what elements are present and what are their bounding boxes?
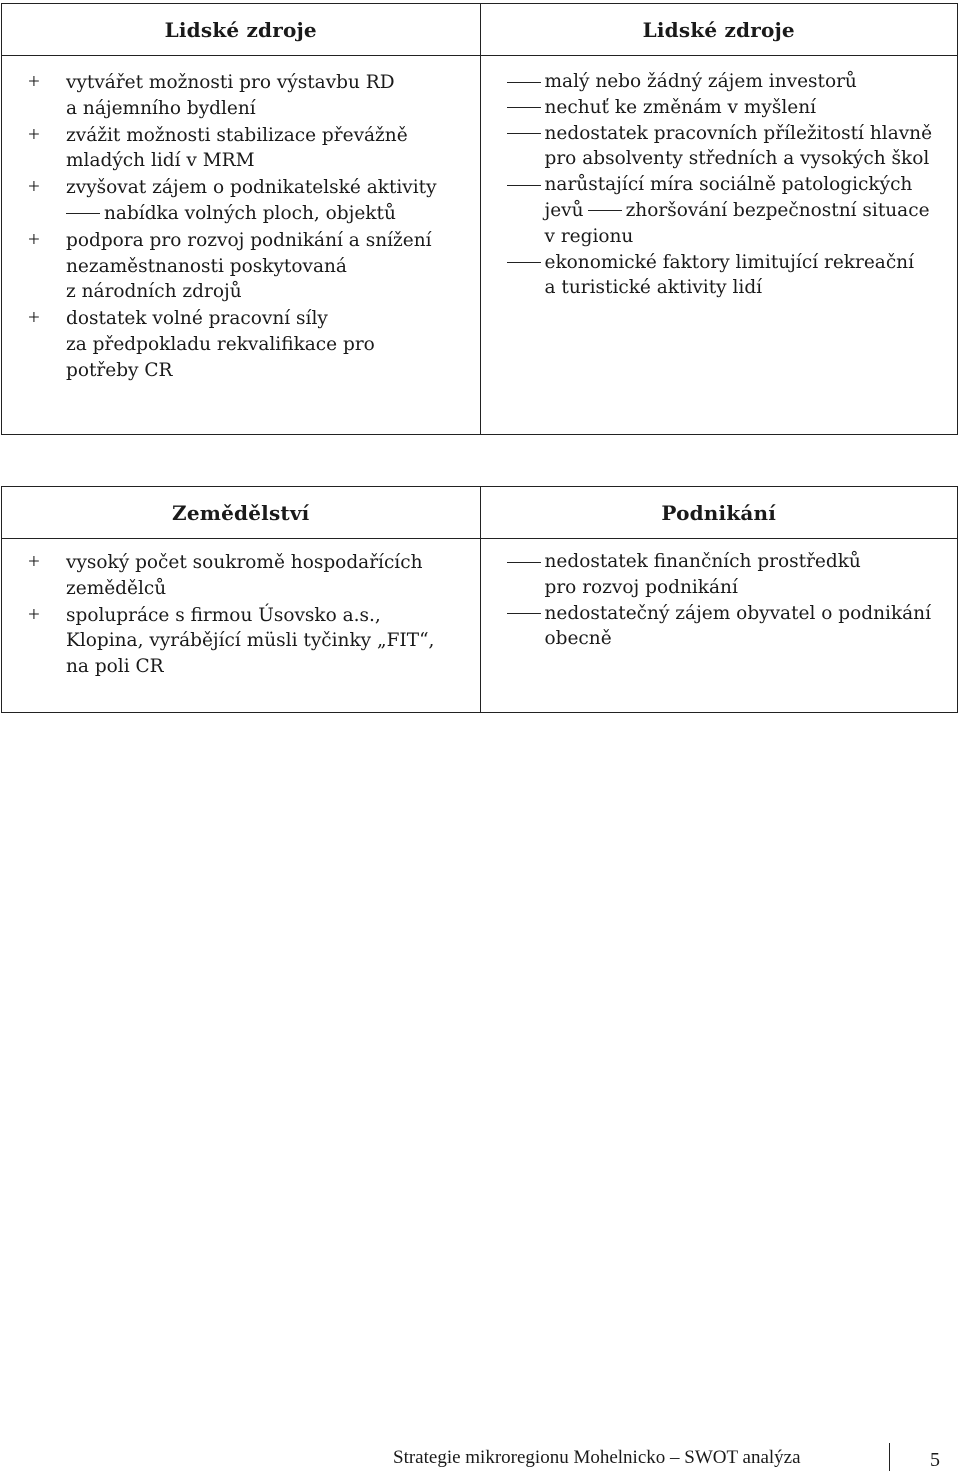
dash-icon: [507, 82, 541, 83]
dash-icon: [588, 210, 622, 211]
swot-table-agriculture-business: [1, 486, 958, 713]
swot-table-human-resources: [1, 3, 958, 435]
list-item: + podpora pro rozvoj podnikání a snížení nezaměstnanosti poskytovaná z národních zdrojů: [28, 226, 432, 303]
strengths-column: [2, 4, 480, 434]
list-item: nechuť ke změnám v myšlení: [507, 95, 950, 121]
dash-icon: [507, 262, 541, 263]
plus-icon: +: [28, 305, 40, 330]
page-number: 5: [930, 1449, 940, 1471]
list-item: ekonomické faktory limitující rekreační a turistické aktivity lidí: [507, 250, 950, 302]
list-item: + vysoký počet soukromě hospodařících zemědělců: [28, 549, 423, 599]
plus-icon: +: [28, 121, 40, 146]
list-item: + zvážit možnosti stabilizace převážně mladých lidí v MRM: [28, 121, 408, 172]
strengths-column: [2, 487, 480, 712]
dash-icon: [66, 213, 100, 214]
plus-icon: +: [28, 601, 40, 626]
weaknesses-column: [480, 4, 958, 434]
dash-icon: [507, 185, 541, 186]
weaknesses-column: [480, 487, 958, 712]
plus-icon: +: [28, 174, 40, 199]
list-item: nedostatek pracovních příležitostí hlavně pro absolventy středních a vysokých škol: [507, 121, 950, 173]
dash-icon: [507, 613, 541, 614]
list-item: nedostatečný zájem obyvatel o podnikání obecně: [507, 601, 950, 653]
list-item: malý nebo žádný zájem investorů: [507, 69, 950, 95]
list-item: narůstající míra sociálně patologických jevů zhoršování bezpečnostní situace v regionu: [507, 172, 950, 249]
footer-title: Strategie mikroregionu Mohelnicko – SWOT analýza: [393, 1447, 801, 1468]
dash-icon: [507, 562, 541, 563]
column-header: Lidské zdroje: [481, 4, 958, 56]
dash-icon: [507, 107, 541, 108]
list-item: + vytvářet možnosti pro výstavbu RD a nájemního bydlení: [28, 69, 395, 119]
list-item: + dostatek volné pracovní síly za předpokladu rekvalifikace pro potřeby CR: [28, 305, 375, 381]
dash-icon: [507, 133, 541, 134]
plus-icon: +: [28, 226, 40, 251]
list-item: + zvyšovat zájem o podnikatelské aktivity nabídka volných ploch, objektů: [28, 174, 437, 224]
column-header: Lidské zdroje: [2, 4, 480, 56]
plus-icon: +: [28, 549, 40, 573]
column-header: Zemědělství: [2, 487, 480, 539]
list-item: + spolupráce s firmou Úsovsko a.s., Klopina, vyrábějící müsli tyčinky „FIT“, na poli CR: [28, 601, 435, 678]
footer-divider: [889, 1443, 890, 1471]
column-header: Podnikání: [481, 487, 958, 539]
plus-icon: +: [28, 69, 40, 93]
list-item: nedostatek finančních prostředků pro rozvoj podnikání: [507, 549, 950, 601]
